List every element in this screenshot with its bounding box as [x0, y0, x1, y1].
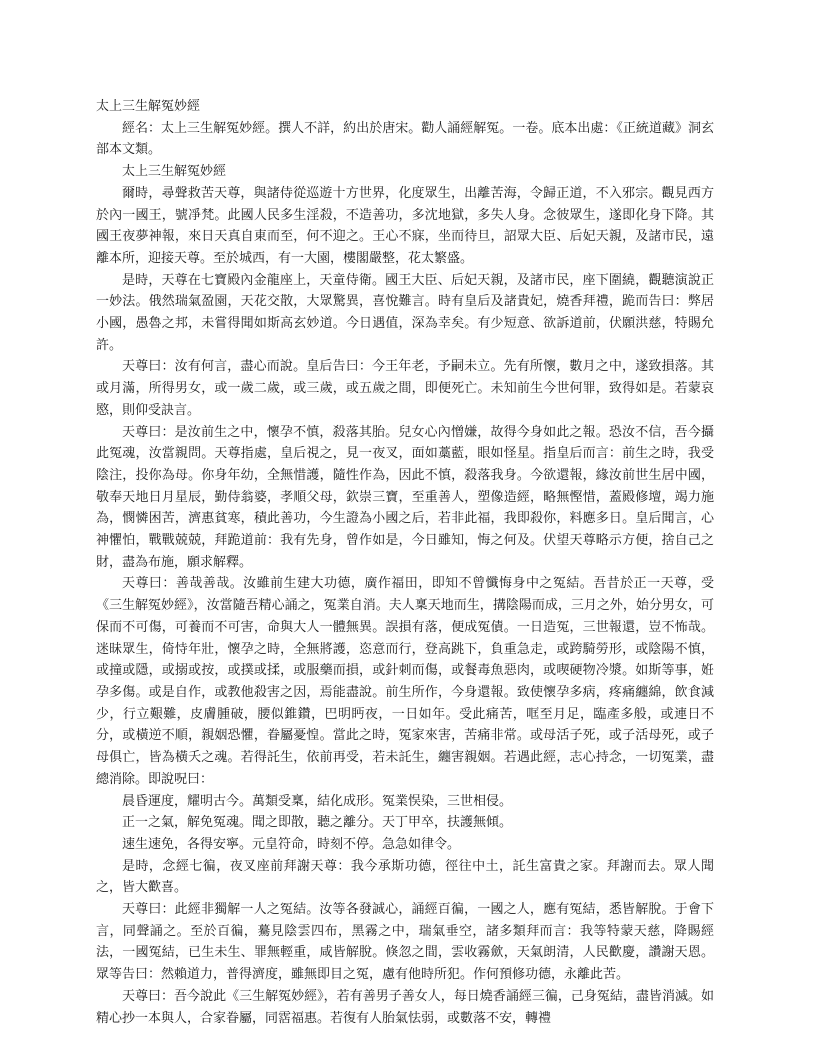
- document-spell-line: 晨昏運度，耀明古今。萬類受稟，結化成形。冤業悮染，三世相侵。: [122, 793, 513, 809]
- document-spell-line: 速生速免，各得安寧。元皇符命，時刻不停。急急如律令。: [122, 836, 461, 852]
- document-heading-sutra: 太上三生解冤妙經: [122, 164, 227, 180]
- document-paragraph: 是時，天尊在七寶殿內金龍座上，天童侍衛。國王大臣、后妃天親，及諸市民，座下圍繞，觀聽演說正一妙法。俄然瑞氣盈園，天花交散，大眾驚異，喜悅難言。時有皇后及諸貴妃，燒香拜禮，跪而告曰：弊居小國，愚魯之邦，未嘗得聞如斯高玄妙道。今日遇值，深為幸矣。有少短意、欲訴道前，伏願洪慈，特賜允許。: [96, 272, 714, 353]
- document-paragraph: 天尊曰：吾今說此《三生解冤妙經》，若有善男子善女人，每日燒香誦經三徧，己身冤結，盡皆消滅。如精心抄一本與人，合家眷屬，同霑福惠。若復有人胎氣怯弱，或數落不安，轉禮: [96, 988, 714, 1026]
- document-paragraph: 天尊曰：善哉善哉。汝雖前生建大功德，廣作福田，即知不曾懺悔身中之冤結。吾昔於正一天尊，受《三生解冤妙經》，汝當隨吾精心誦之，冤業自消。夫人稟天地而生，搆陰陽而成，三月之外，始分男女，可保而不可傷，可養而不可害，命與大人一體無異。誤損有落，便成冤債。一日造冤，三世報還，豈不怖哉。迷昧眾生，倚恃年壯，懷孕之時，全無將護，恣意而行，登高跳下，負重急走，或跨騎勞形，或陰陽不慎，或撞或隱，或搦或按，或撲或揉，或服藥而損，或針刺而傷，或餐毒魚惡肉，或喫硬物冷漿。如斯等事，姙孕多傷。或是自作，或教他殺害之因，焉能盡說。前生所作，今身還報。致使懷孕多病，疼痛纏綿，飲食減少，行立艱難，皮膚腫破，腰似錐鑽，巴明眄夜，一日如年。受此痛苦，哐至月足，臨產多般，或連日不分，或橫逆不順，親姻恐懼，眷屬憂惶。當此之時，冤家來害，苦痛非常。或母活子死，或子活母死，或子母俱亡，皆為橫夭之魂。若得託生，依前再受，若未託生，纏害親姻。若遇此經，志心持念，一切冤業，盡總消除。即說呪曰：: [96, 576, 714, 787]
- document-spell-line: 正一之氣，解免冤魂。聞之即散，聽之離分。天丁甲卒，扶護無傾。: [122, 815, 513, 831]
- document-heading-main: 太上三生解冤妙經: [96, 99, 201, 114]
- document-paragraph: 天尊曰：是汝前生之中，懷孕不慎，殺落其胎。兒女心內憎嫌，故得今身如此之報。恐汝不信，吾今攝此冤魂，汝當親問。天尊指處，皇后視之，見一夜叉，面如藁藍，眼如怪星。指皇后而言：前生之時，我受陰注，投你為母。你身年幼，全無惜護，隨性作為，因此不慎，殺落我身。今欲還報，緣汝前世生居中國，敬奉天地日月星辰，勤侍翁婆，孝順父母，欽崇三寶，至重善人，塑像造經，略無慳惜，蓋殿修壇，竭力施為，憫憐困苦，濟惠貧寒，積此善功，今生證為小國之后，若非此福，我即殺你，料應多日。皇后聞言，心神懼怕，戰戰兢兢，拜跪道前：我有先身，曾作如是，今日雖知，悔之何及。伏望天尊略示方便，捨自己之財，盡為布施，願求解釋。: [96, 424, 714, 570]
- document-paragraph: 爾時，尋聲救苦天尊，與諸侍從巡遊十方世界，化度眾生，出離苦海，令歸正道，不入邪宗。觀見西方於內一國王，號凈梵。此國人民多生淫殺，不造善功，多沈地獄，多失人身。念彼眾生，遂即化身下降。其國王夜夢神報，來日天真自東而至，何不迎之。王心不寐，坐而待旦，詔眾大臣、后妃天親，及諸市民，遠離本所，迎接天尊。至於城西，有一大園，樓閣嚴整，花太繁盛。: [96, 185, 714, 266]
- document-body: [96, 96, 714, 1029]
- document-colophon: 經名：太上三生解冤妙經。撰人不詳，約出於唐宋。勸人誦經解冤。一卷。底本出處：《正統道藏》洞玄部本文類。: [96, 120, 714, 158]
- document-paragraph: 天尊曰：汝有何言，盡心而說。皇后告曰：今王年老，予嗣未立。先有所懷，數月之中，遂致損落。其或月滿，所得男女，或一歲二歲，或三歲，或五歲之間，即便死亡。未知前生今世何罪，致得如是。若蒙哀愍，則仰受訣言。: [96, 359, 714, 418]
- document-paragraph: 天尊曰：此經非獨解一人之冤結。汝等各發誠心，誦經百徧，一國之人，應有冤結，悉皆解脫。于會下言，同聲誦之。至於百徧，驀見陰雲四布，黑霧之中，瑞氣垂空，諸多類拜而言：我等特蒙天慈，降賜經法，一國冤結，已生未生、罪無輕重，咸皆解脫。倏忽之間，雲收霧歛，天氣朗清，人民歡慶，讚謝天恩。眾等告曰：然賴道力，普得濟度，雖無即目之冤，慮有他時所犯。作何預修功德，永離此苦。: [96, 902, 714, 983]
- document-paragraph: 是時，念經七徧，夜叉座前拜謝天尊：我今承斯功德，徑往中土，託生富貴之家。拜謝而去。眾人聞之，皆大歡喜。: [96, 858, 714, 896]
